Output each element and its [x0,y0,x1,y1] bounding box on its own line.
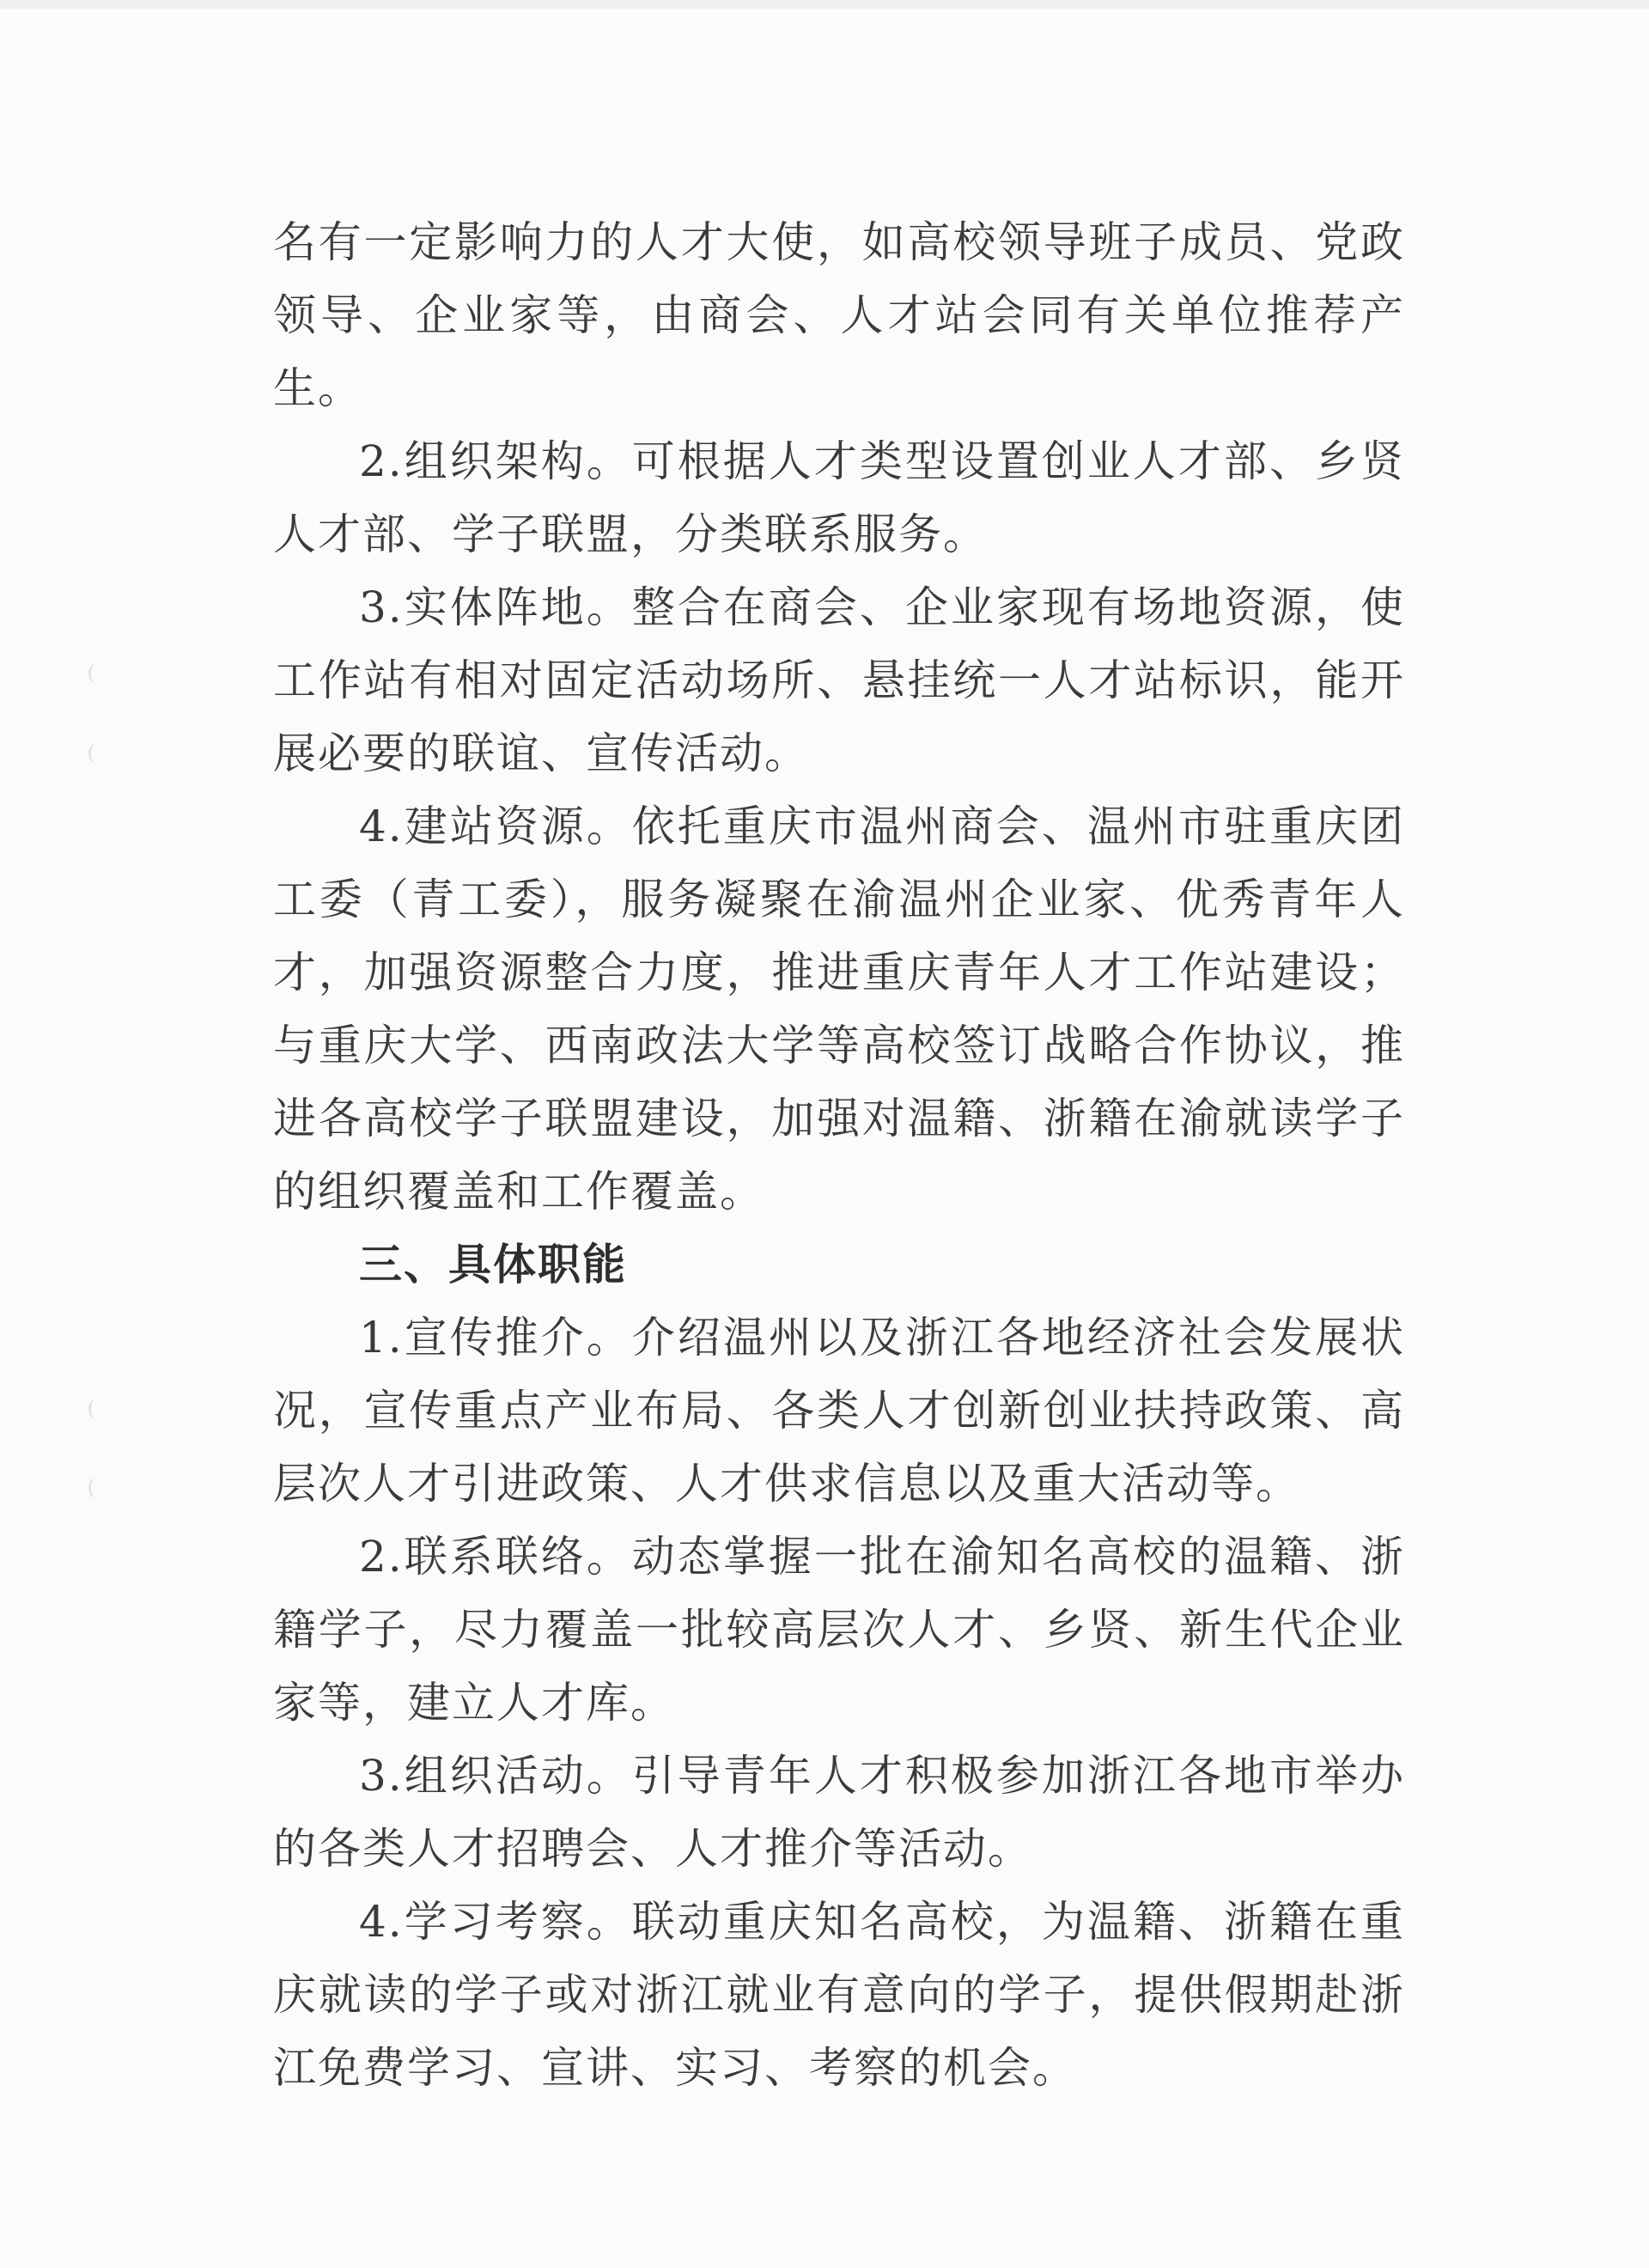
function-organize-activities: 3.组织活动。引导青年人才积极参加浙江各地市举办的各类人才招聘会、人才推介等活动。 [273,1751,1405,1874]
function-liaison: 2.联系联络。动态掌握一批在渝知名高校的温籍、浙籍学子，尽力覆盖一批较高层次人才、乡贤、新生代企业家等，建立人才库。 [273,1532,1405,1728]
binding-hole-mark [88,743,105,764]
binding-hole-mark [88,1399,105,1419]
section-heading-specific-functions: 三、具体职能 [359,1240,627,1289]
function-study-tour: 4.学习考察。联动重庆知名高校，为温籍、浙籍在重庆就读的学子或对浙江就业有意向的学子，提供假期赴浙江免费学习、宣讲、实习、考察的机会。 [273,1897,1405,2093]
paragraph-talent-ambassador: 名有一定影响力的人才大使，如高校领导班子成员、党政领导、企业家等，由商会、人才站会同有关单位推荐产生。 [273,217,1405,413]
binding-hole-mark [88,663,105,684]
paragraph-physical-venue: 3.实体阵地。整合在商会、企业家现有场地资源，使工作站有相对固定活动场所、悬挂统一人才站标识，能开展必要的联谊、宣传活动。 [273,582,1405,778]
document-body [273,206,1405,2105]
paragraph-station-resources: 4.建站资源。依托重庆市温州商会、温州市驻重庆团工委（青工委），服务凝聚在渝温州企业家、优秀青年人才，加强资源整合力度，推进重庆青年人才工作站建设；与重庆大学、西南政法大学等高校签订战略合作协议，推进各高校学子联盟建设，加强对温籍、浙籍在渝就读学子的组织覆盖和工作覆盖。 [273,802,1405,1216]
binding-hole-mark [88,1478,105,1498]
function-publicity: 1.宣传推介。介绍温州以及浙江各地经济社会发展状况，宣传重点产业布局、各类人才创新创业扶持政策、高层次人才引进政策、人才供求信息以及重大活动等。 [273,1313,1405,1509]
paragraph-organization-structure: 2.组织架构。可根据人才类型设置创业人才部、乡贤人才部、学子联盟，分类联系服务。 [273,436,1405,559]
scan-edge [0,0,1649,9]
